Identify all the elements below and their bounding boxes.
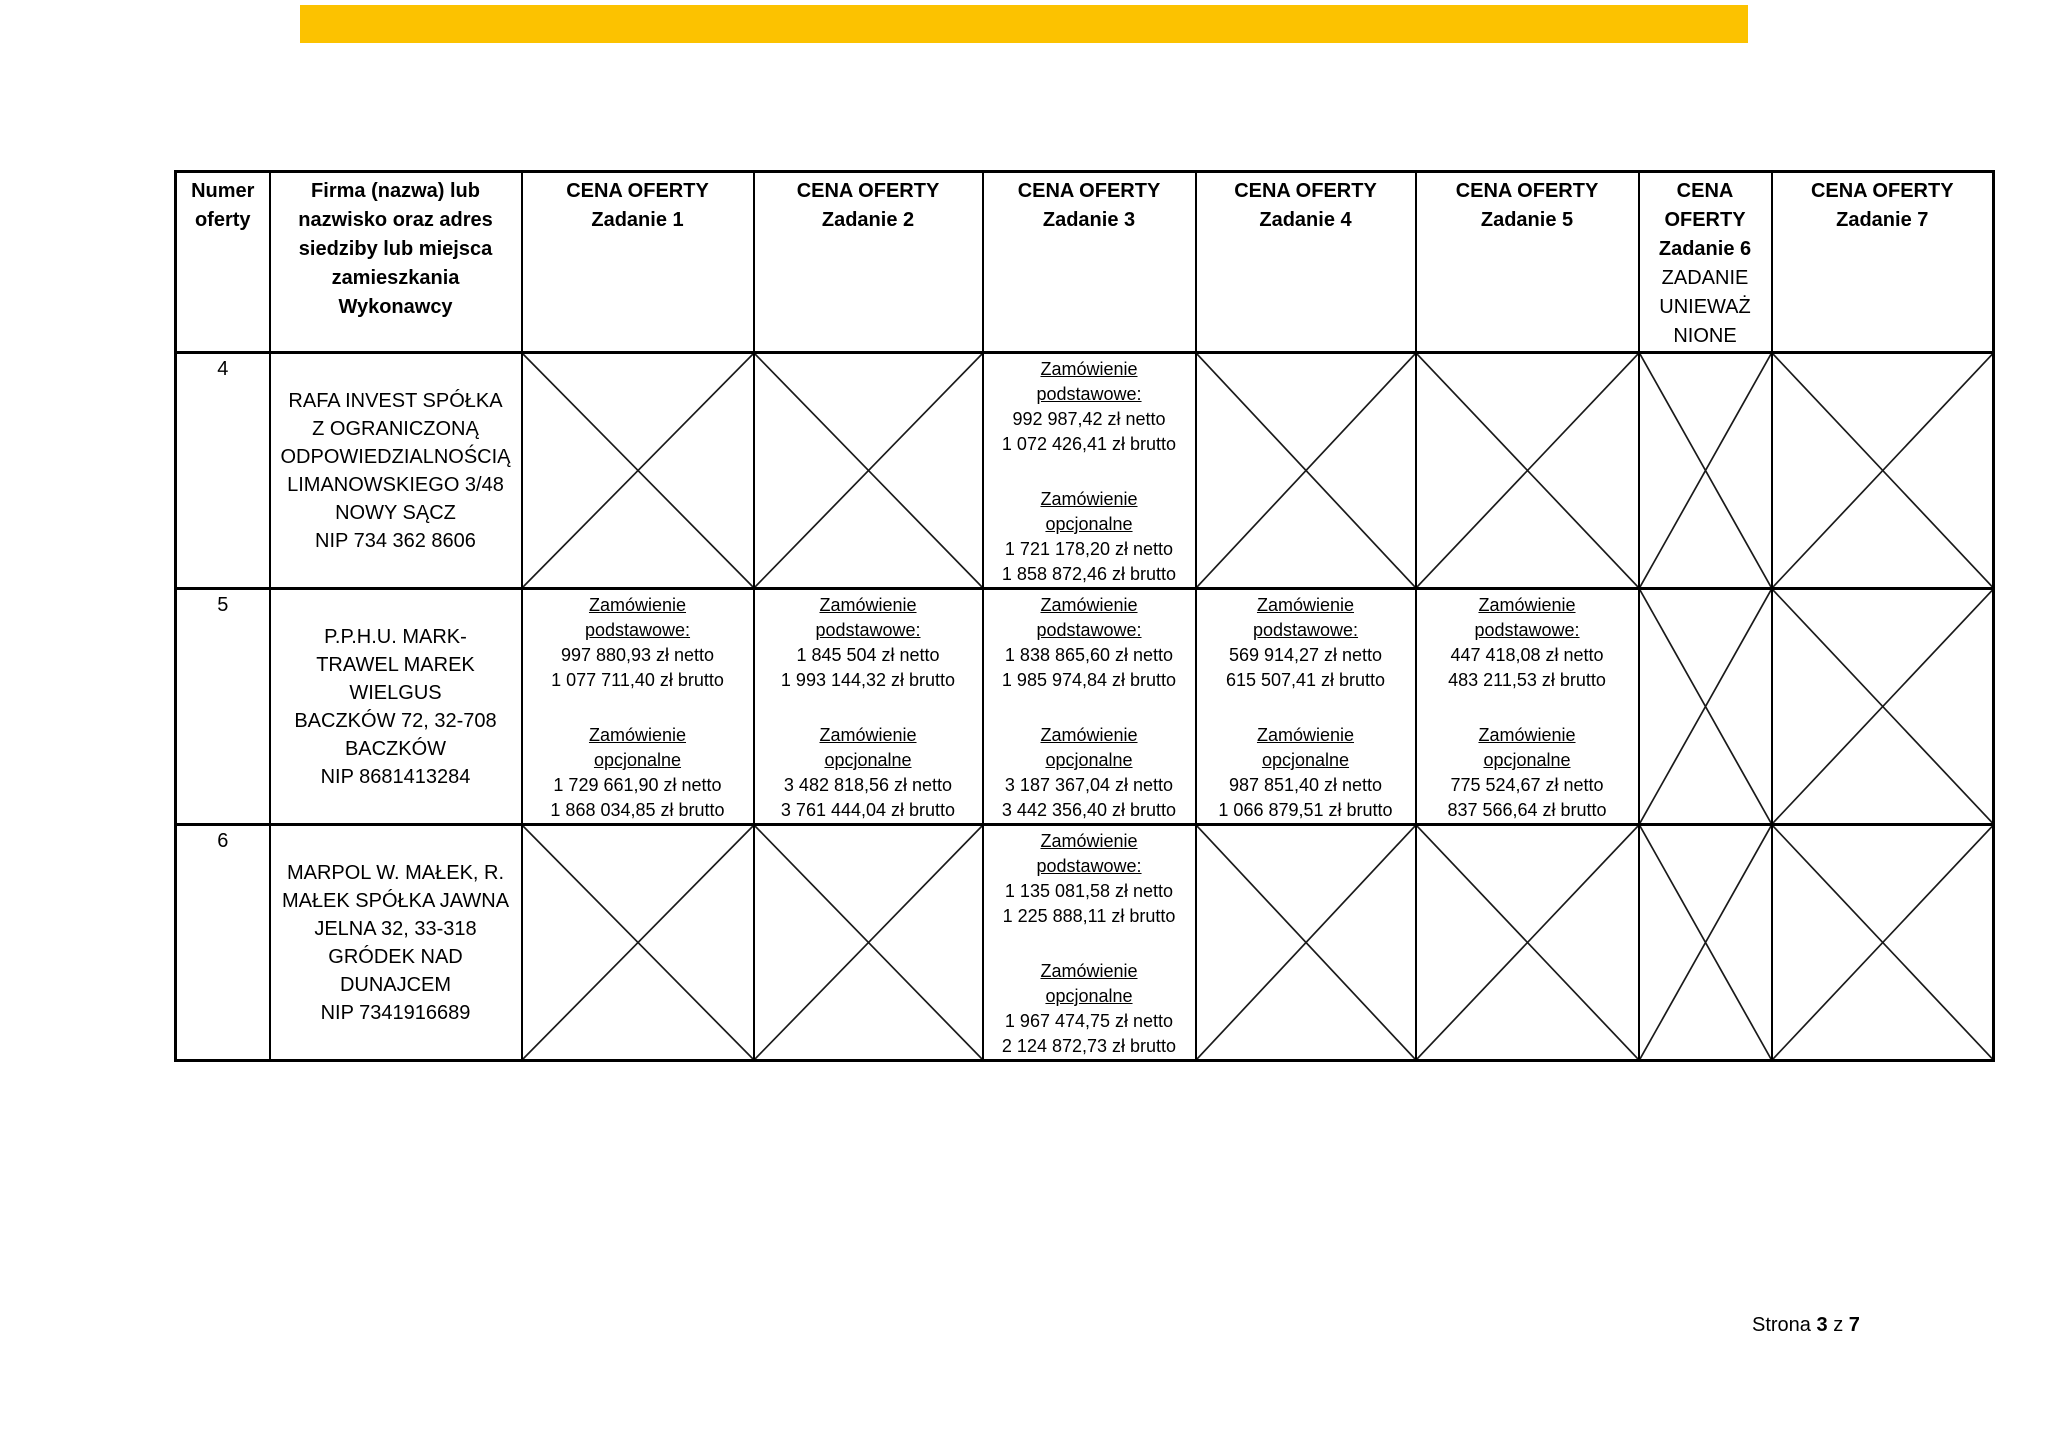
cross-x-mark (1417, 354, 1638, 587)
price-value-line: 1 721 178,20 zł netto (1004, 539, 1174, 559)
header-line: OFERTY (1664, 209, 1746, 231)
company-line: LIMANOWSKIEGO 3/48 (287, 473, 504, 496)
company-line: Z OGRANICZONĄ (312, 417, 479, 440)
order-type-heading-line: Zamówienie (1040, 595, 1138, 615)
column-header-0 (176, 172, 270, 353)
crossed-out-cell-task-5 (1416, 353, 1639, 589)
cross-x-mark (1197, 826, 1415, 1059)
optional-order-block (984, 723, 1195, 823)
price-value-line: 615 507,41 zł brutto (1225, 670, 1386, 690)
price-value-line: 987 851,40 zł netto (1228, 775, 1383, 795)
header-line: Wykonawcy (338, 296, 453, 318)
table-header-row (176, 172, 1994, 353)
crossed-out-cell-task-2 (754, 825, 983, 1061)
header-line: CENA OFERTY (566, 180, 709, 202)
company-line: DUNAJCEM (339, 973, 452, 996)
header-line: UNIEWAŻ (1659, 296, 1751, 318)
price-value-line: 1 993 144,32 zł brutto (780, 670, 956, 690)
price-value-line: 1 838 865,60 zł netto (1004, 645, 1174, 665)
crossed-out-cell-task-7 (1772, 589, 1994, 825)
company-line: BACZKÓW 72, 32-708 (294, 709, 497, 732)
header-line: nazwisko oraz adres (298, 209, 493, 231)
price-value-line: 1 845 504 zł netto (796, 645, 940, 665)
company-line: RAFA INVEST SPÓŁKA (288, 389, 503, 412)
crossed-out-cell-task-1 (522, 353, 754, 589)
price-value-line: 1 066 879,51 zł brutto (1218, 800, 1393, 820)
price-value-line: 3 761 444,04 zł brutto (780, 800, 956, 820)
header-line: Zadanie 2 (821, 209, 915, 231)
header-line: CENA OFERTY (1017, 180, 1161, 202)
price-cell-task-3 (983, 353, 1196, 589)
company-line: NIP 7341916689 (320, 1001, 471, 1024)
header-line: Numer (191, 180, 255, 202)
price-value-line: 483 211,53 zł brutto (1448, 670, 1606, 690)
price-value-line: 3 187 367,04 zł netto (1004, 775, 1174, 795)
price-value-line: 1 072 426,41 zł brutto (1001, 434, 1177, 454)
crossed-out-cell-task-1 (522, 825, 754, 1061)
header-line: oferty (194, 209, 251, 231)
price-value-line: 569 914,27 zł netto (1228, 645, 1383, 665)
price-value-line: 1 077 711,40 zł brutto (551, 670, 724, 690)
column-header-1 (270, 172, 522, 353)
offer-number: 6 (176, 825, 270, 1061)
order-type-heading-line: podstawowe: (1036, 620, 1142, 640)
order-type-heading-line: podstawowe: (1252, 620, 1359, 640)
company-name-block (271, 859, 521, 1027)
crossed-out-cell-task-2 (754, 353, 983, 589)
price-cell-task-2 (754, 589, 983, 825)
cross-x-mark (1640, 590, 1771, 823)
company-line: NIP 734 362 8606 (315, 529, 476, 552)
page-number-separator: z (1833, 1314, 1844, 1336)
order-type-heading-line: opcjonalne (1045, 514, 1133, 534)
price-value-line: 775 524,67 zł netto (1450, 775, 1604, 795)
company-line: JELNA 32, 33-318 (314, 917, 477, 940)
order-type-heading-line: Zamówienie (588, 725, 687, 745)
crossed-out-cell-task-7 (1772, 825, 1994, 1061)
price-value-line: 3 442 356,40 zł brutto (1001, 800, 1177, 820)
price-value-line: 837 566,64 zł brutto (1447, 800, 1607, 820)
column-header-2 (522, 172, 754, 353)
header-line: Zadanie 7 (1836, 209, 1929, 231)
cross-x-mark (1773, 354, 1993, 587)
company-line: MARPOL W. MAŁEK, R. (286, 861, 505, 884)
order-type-heading-line: opcjonalne (1045, 750, 1133, 770)
header-line: ZADANIE (1661, 267, 1749, 289)
cross-x-mark (1773, 826, 1993, 1059)
company-cell (270, 589, 522, 825)
optional-order-block (755, 723, 982, 823)
header-banner (300, 5, 1748, 43)
page-number-prefix: Strona (1752, 1314, 1811, 1336)
price-cell-task-3 (983, 825, 1196, 1061)
offer-number: 5 (176, 589, 270, 825)
base-order-block (984, 593, 1195, 693)
column-header-7 (1639, 172, 1772, 353)
header-line: NIONE (1673, 325, 1737, 347)
cross-x-mark (755, 354, 982, 587)
order-type-heading-line: podstawowe: (1036, 384, 1142, 404)
crossed-out-cell-task-6 (1639, 353, 1772, 589)
price-value-line: 1 135 081,58 zł netto (1004, 881, 1174, 901)
base-order-block (755, 593, 982, 693)
price-cell-task-4 (1196, 589, 1416, 825)
header-line: CENA (1676, 180, 1734, 202)
optional-order-block (1197, 723, 1415, 823)
price-value-line: 447 418,08 zł netto (1450, 645, 1604, 665)
order-type-heading-line: Zamówienie (1040, 489, 1138, 509)
price-value-line: 1 729 661,90 zł netto (553, 775, 722, 795)
header-line: Zadanie 4 (1259, 209, 1352, 231)
price-value-line: 1 225 888,11 zł brutto (1002, 906, 1176, 926)
order-type-heading-line: opcjonalne (824, 750, 912, 770)
price-value-line: 1 858 872,46 zł brutto (1001, 564, 1177, 584)
price-cell-task-1 (522, 589, 754, 825)
cross-x-mark (755, 826, 982, 1059)
order-type-heading-line: Zamówienie (1040, 359, 1138, 379)
price-cell-task-3 (983, 589, 1196, 825)
column-header-8 (1772, 172, 1994, 353)
price-value-line: 1 967 474,75 zł netto (1004, 1011, 1174, 1031)
price-value-line: 992 987,42 zł netto (1012, 409, 1166, 429)
company-line: BACZKÓW (344, 737, 447, 760)
company-name-block (271, 387, 521, 555)
order-type-heading-line: Zamówienie (819, 595, 917, 615)
base-order-block (984, 829, 1195, 929)
header-line: Zadanie 1 (591, 209, 684, 231)
order-type-heading-line: Zamówienie (588, 595, 687, 615)
price-value-line: 997 880,93 zł netto (560, 645, 715, 665)
column-header-3 (754, 172, 983, 353)
optional-order-block (984, 959, 1195, 1059)
base-order-block (1417, 593, 1638, 693)
crossed-out-cell-task-4 (1196, 825, 1416, 1061)
company-line: NOWY SĄCZ (335, 501, 456, 524)
offers-table-container (174, 170, 1995, 1062)
cross-x-mark (523, 354, 753, 587)
base-order-block (984, 357, 1195, 457)
offers-table (174, 170, 1995, 1062)
company-line: NIP 8681413284 (320, 765, 471, 788)
page-number-current: 3 (1816, 1314, 1828, 1336)
header-line: Zadanie 6 (1658, 238, 1752, 260)
company-line: P.P.H.U. MARK- (324, 625, 467, 648)
column-header-5 (1196, 172, 1416, 353)
price-value-line: 3 482 818,56 zł netto (783, 775, 953, 795)
crossed-out-cell-task-4 (1196, 353, 1416, 589)
company-line: GRÓDEK NAD (328, 945, 463, 968)
column-header-4 (983, 172, 1196, 353)
price-value-line: 1 985 974,84 zł brutto (1001, 670, 1177, 690)
offer-number: 4 (176, 353, 270, 589)
order-type-heading-line: Zamówienie (1478, 595, 1576, 615)
order-type-heading-line: opcjonalne (1483, 750, 1571, 770)
company-line: MAŁEK SPÓŁKA JAWNA (281, 889, 510, 912)
order-type-heading-line: Zamówienie (1256, 725, 1355, 745)
price-cell-task-5 (1416, 589, 1639, 825)
header-line: Zadanie 5 (1480, 209, 1574, 231)
base-order-block (1197, 593, 1415, 693)
cross-x-mark (523, 826, 753, 1059)
price-value-line: 2 124 872,73 zł brutto (1001, 1036, 1177, 1056)
order-type-heading-line: Zamówienie (1478, 725, 1576, 745)
cross-x-mark (1640, 826, 1771, 1059)
optional-order-block (523, 723, 753, 823)
crossed-out-cell-task-5 (1416, 825, 1639, 1061)
optional-order-block (984, 487, 1195, 587)
header-line: CENA OFERTY (1455, 180, 1599, 202)
order-type-heading-line: podstawowe: (584, 620, 691, 640)
crossed-out-cell-task-7 (1772, 353, 1994, 589)
header-line: Firma (nazwa) lub (311, 180, 480, 202)
optional-order-block (1417, 723, 1638, 823)
company-line: TRAWEL MAREK (316, 653, 475, 676)
header-line: zamieszkania (331, 267, 460, 289)
offer-row-4 (176, 353, 1994, 589)
base-order-block (523, 593, 753, 693)
page-number-total: 7 (1848, 1314, 1860, 1336)
page-number (1752, 1314, 1860, 1337)
header-line: CENA OFERTY (796, 180, 940, 202)
order-type-heading-line: Zamówienie (1040, 961, 1138, 981)
header-line: Zadanie 3 (1042, 209, 1136, 231)
company-cell (270, 353, 522, 589)
company-cell (270, 825, 522, 1061)
cross-x-mark (1773, 590, 1993, 823)
order-type-heading-line: Zamówienie (819, 725, 917, 745)
column-header-6 (1416, 172, 1639, 353)
company-line: WIELGUS (349, 681, 442, 704)
order-type-heading-line: Zamówienie (1256, 595, 1355, 615)
header-line: siedziby lub miejsca (298, 238, 493, 260)
order-type-heading-line: podstawowe: (1036, 856, 1142, 876)
price-value-line: 1 868 034,85 zł brutto (550, 800, 725, 820)
header-line: CENA OFERTY (1234, 180, 1377, 202)
cross-x-mark (1640, 354, 1771, 587)
company-name-block (271, 623, 521, 791)
order-type-heading-line: Zamówienie (1040, 831, 1138, 851)
order-type-heading-line: podstawowe: (815, 620, 921, 640)
order-type-heading-line: podstawowe: (1474, 620, 1580, 640)
crossed-out-cell-task-6 (1639, 589, 1772, 825)
offer-row-5 (176, 589, 1994, 825)
company-line: ODPOWIEDZIALNOŚCIĄ (280, 445, 511, 468)
order-type-heading-line: opcjonalne (593, 750, 682, 770)
cross-x-mark (1197, 354, 1415, 587)
crossed-out-cell-task-6 (1639, 825, 1772, 1061)
cross-x-mark (1417, 826, 1638, 1059)
order-type-heading-line: opcjonalne (1261, 750, 1350, 770)
order-type-heading-line: opcjonalne (1045, 986, 1133, 1006)
order-type-heading-line: Zamówienie (1040, 725, 1138, 745)
offer-row-6 (176, 825, 1994, 1061)
header-line: CENA OFERTY (1810, 180, 1954, 202)
